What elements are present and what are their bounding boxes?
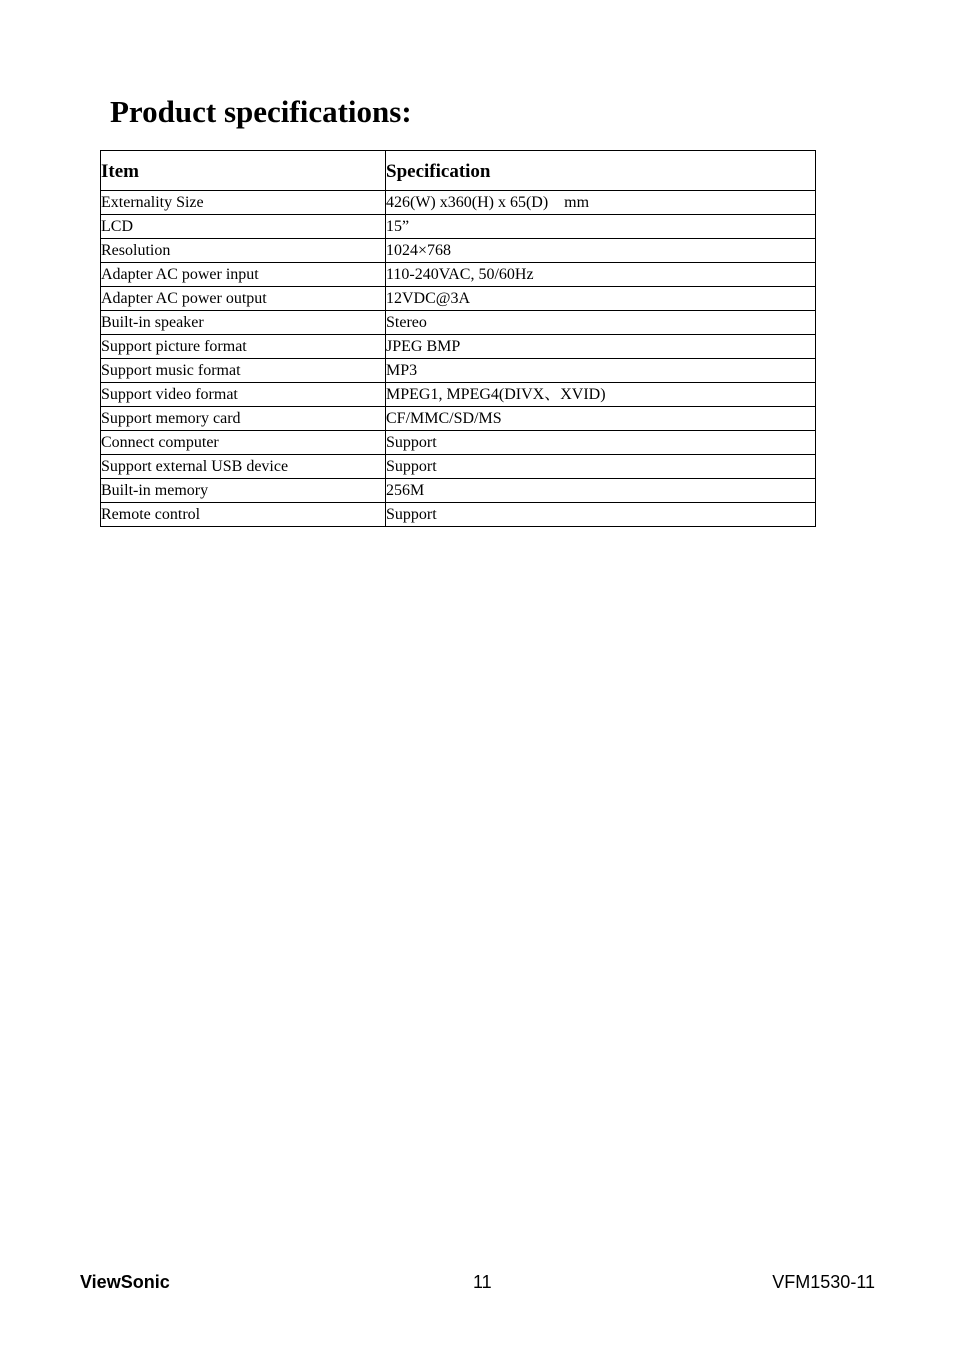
item-cell: Support memory card [101, 407, 386, 431]
footer-model-number: VFM1530-11 [772, 1272, 875, 1292]
spec-table [100, 150, 816, 527]
spec-cell: 256M [386, 479, 816, 503]
item-cell: Support video format [101, 383, 386, 407]
item-cell: Remote control [101, 503, 386, 527]
column-header-specification: Specification [386, 151, 816, 191]
item-cell: Connect computer [101, 431, 386, 455]
spec-cell: 1024×768 [386, 239, 816, 263]
table-row [101, 239, 816, 263]
spec-cell: Support [386, 455, 816, 479]
item-cell: Externality Size [101, 191, 386, 215]
item-cell: Support external USB device [101, 455, 386, 479]
table-row [101, 383, 816, 407]
table-row [101, 479, 816, 503]
spec-cell: CF/MMC/SD/MS [386, 407, 816, 431]
table-row [101, 263, 816, 287]
page-title: Product specifications: [110, 94, 412, 129]
spec-cell: MP3 [386, 359, 816, 383]
item-cell: Built-in speaker [101, 311, 386, 335]
footer-page-number: 11 [473, 1272, 492, 1292]
item-cell: Support music format [101, 359, 386, 383]
table-row [101, 359, 816, 383]
spec-cell: Stereo [386, 311, 816, 335]
item-cell: LCD [101, 215, 386, 239]
spec-cell: 15” [386, 215, 816, 239]
table-row [101, 455, 816, 479]
spec-cell: Support [386, 503, 816, 527]
table-row [101, 407, 816, 431]
item-cell: Support picture format [101, 335, 386, 359]
spec-cell: 110-240VAC, 50/60Hz [386, 263, 816, 287]
item-cell: Built-in memory [101, 479, 386, 503]
table-row [101, 215, 816, 239]
spec-cell: MPEG1, MPEG4(DIVX、XVID) [386, 383, 816, 407]
table-row [101, 503, 816, 527]
spec-cell: Support [386, 431, 816, 455]
table-row [101, 191, 816, 215]
spec-cell: JPEG BMP [386, 335, 816, 359]
table-header-row [101, 151, 816, 191]
table-row [101, 287, 816, 311]
column-header-item: Item [101, 151, 386, 191]
table-row [101, 335, 816, 359]
footer-brand: ViewSonic [80, 1272, 170, 1292]
item-cell: Resolution [101, 239, 386, 263]
item-cell: Adapter AC power input [101, 263, 386, 287]
item-cell: Adapter AC power output [101, 287, 386, 311]
spec-cell: 12VDC@3A [386, 287, 816, 311]
spec-cell: 426(W) x360(H) x 65(D) mm [386, 191, 816, 215]
table-row [101, 311, 816, 335]
table-row [101, 431, 816, 455]
